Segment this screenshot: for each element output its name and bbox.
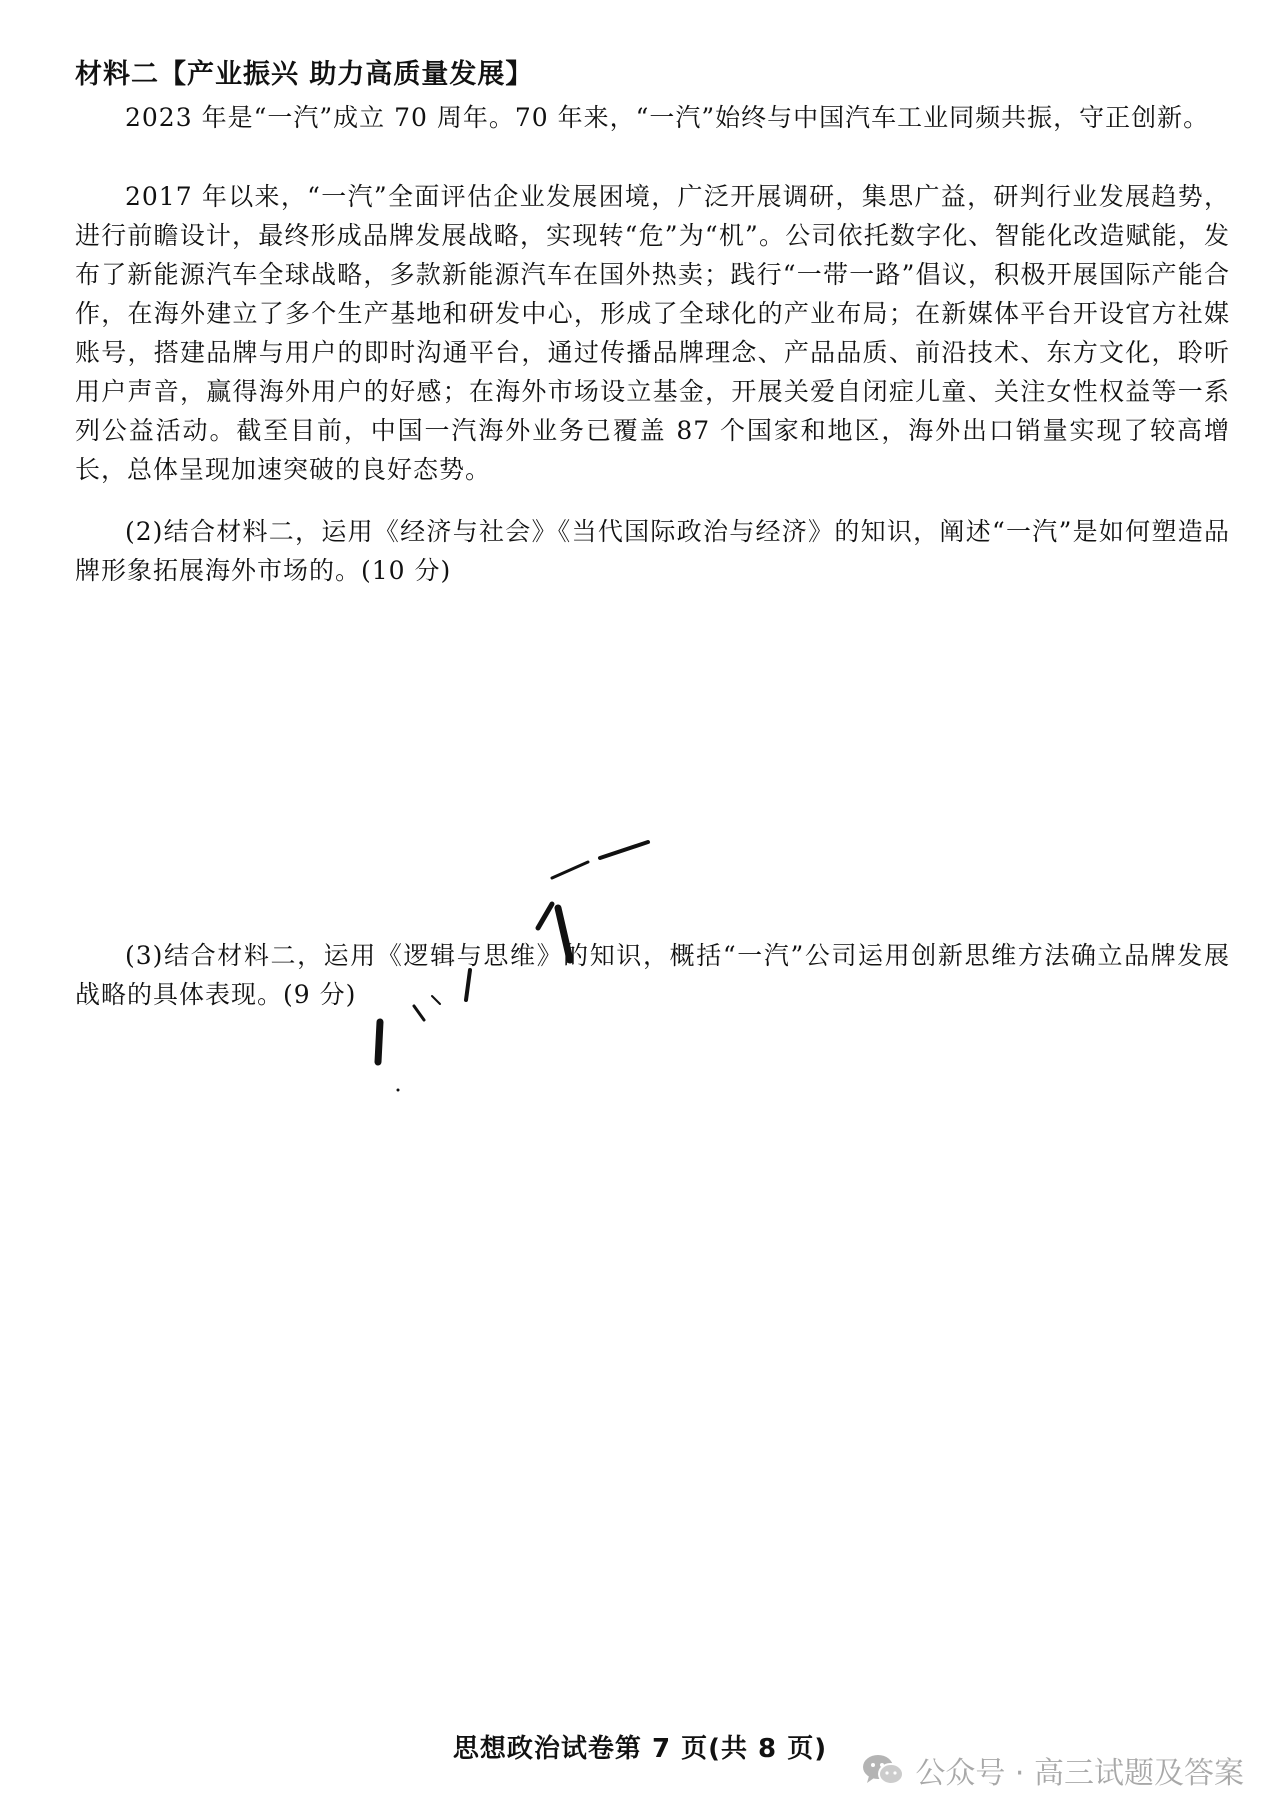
watermark-text: 公众号 · 高三试题及答案 <box>915 1756 1244 1791</box>
page-footer: 思想政治试卷第 7 页(共 8 页) <box>452 1734 828 1764</box>
pen-stroke <box>600 842 648 858</box>
material-paragraph-1: 2023 年是“一汽”成立 70 周年。70 年来，“一汽”始终与中国汽车工业同频共振，守正创新。 <box>125 103 1210 132</box>
material-heading: 材料二【产业振兴 助力高质量发展】 <box>75 59 534 90</box>
question-2: (2)结合材料二，运用《经济与社会》《当代国际政治与经济》的知识，阐述“一汽”是如何塑造品牌形象拓展海外市场的。(10 分) <box>75 517 1230 585</box>
pen-stroke <box>552 862 588 878</box>
question-3: (3)结合材料二，运用《逻辑与思维》的知识，概括“一汽”公司运用创新思维方法确立品牌发展战略的具体表现。(9 分) <box>75 941 1230 1009</box>
pen-stroke <box>378 1022 380 1062</box>
pen-stroke <box>538 904 552 928</box>
watermark <box>861 1748 1244 1792</box>
material-paragraph-2: 2017 年以来，“一汽”全面评估企业发展困境，广泛开展调研，集思广益，研判行业发展趋势，进行前瞻设计，最终形成品牌发展战略，实现转“危”为“机”。公司依托数字化、智能化改造赋能，发布了新能源汽车全球战略，多款新能源汽车在国外热卖；践行“一带一路”倡议，积极开展国际产能合作，在海外建立了多个生产基地和研发中心，形成了全球化的产业布局；在新媒体平台开设官方社媒账号，搭建品牌与用户的即时沟通平台，通过传播品牌理念、产品品质、前沿技术、东方文化，聆听用户声音，赢得海外用户的好感；在海外市场设立基金，开展关爱自闭症儿童、关注女性权益等一系列公益活动。截至目前，中国一汽海外业务已覆盖 87 个国家和地区，海外出口销量实现了较高增长，总体呈现加速突破的良好态势。 <box>75 182 1230 484</box>
ink-dot <box>397 1089 400 1092</box>
wechat-icon <box>861 1752 905 1788</box>
